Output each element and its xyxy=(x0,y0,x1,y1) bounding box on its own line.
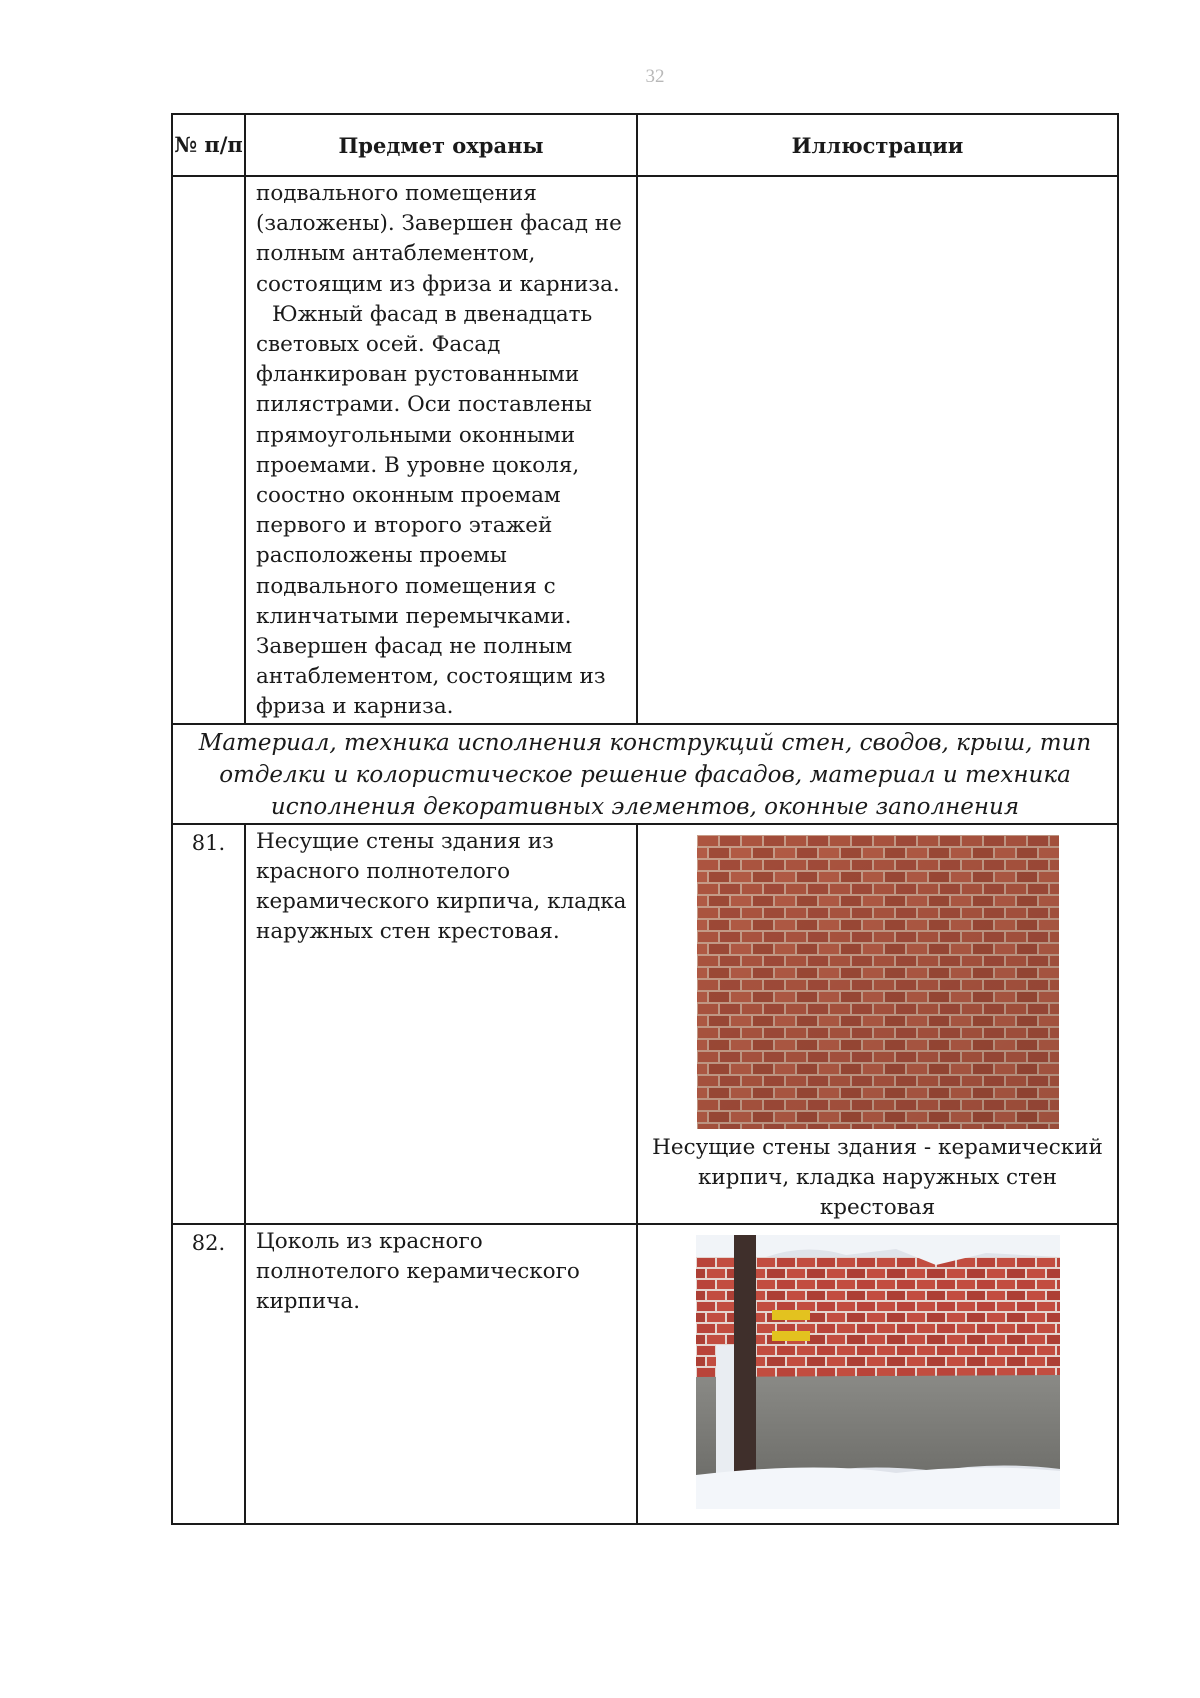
row-82-subject: Цоколь из красного полнотелого керамического кирпича. xyxy=(245,1224,637,1524)
table-section-row xyxy=(172,724,1118,824)
page-number: 32 xyxy=(645,66,665,87)
table-row-82 xyxy=(172,1224,1118,1524)
header-subject: Предмет охраны xyxy=(245,114,637,176)
continuation-illustration-cell xyxy=(637,176,1118,724)
continuation-paragraph-1: подвального помещения (заложены). Завершен фасад не полным антаблементом, состоящим из фриза и карниза. xyxy=(256,181,622,297)
row-81-illustration-cell xyxy=(637,824,1118,1224)
header-number: № п/п xyxy=(172,114,245,176)
section-heading: Материал, техника исполнения конструкций стен, сводов, крыш, тип отделки и колористическое решение фасадов, материал и техника исполнения декоративных элементов, оконные заполнения xyxy=(172,724,1118,824)
row-82-number: 82. xyxy=(172,1224,245,1524)
continuation-text-cell xyxy=(245,176,637,724)
table-header-row xyxy=(172,114,1118,176)
table-row-81 xyxy=(172,824,1118,1224)
row-81-caption: Несущие стены здания - керамический кирпич, кладка наружных стен крестовая xyxy=(652,1134,1103,1220)
heritage-table xyxy=(171,113,1119,1525)
continuation-paragraph-2: Южный фасад в двенадцать световых осей. Фасад фланкирован рустованными пилястрами. Оси поставлены прямоугольными оконными проемами. В уровне цоколя, соостно оконным проемам первого и второго этажей расположены проемы подвального помещения с клинчатыми перемычками. Завершен фасад не полным антаблементом, состоящим из фриза и карниза. xyxy=(256,301,606,720)
table-row-continuation xyxy=(172,176,1118,724)
brick-wall-photo xyxy=(697,835,1059,1129)
header-illustrations: Иллюстрации xyxy=(637,114,1118,176)
row-81-subject: Несущие стены здания из красного полнотелого керамического кирпича, кладка наружных стен крестовая. xyxy=(245,824,637,1224)
plinth-photo xyxy=(696,1235,1060,1509)
row-81-number: 81. xyxy=(172,824,245,1224)
continuation-number-cell xyxy=(172,176,245,724)
row-82-illustration-cell xyxy=(637,1224,1118,1524)
